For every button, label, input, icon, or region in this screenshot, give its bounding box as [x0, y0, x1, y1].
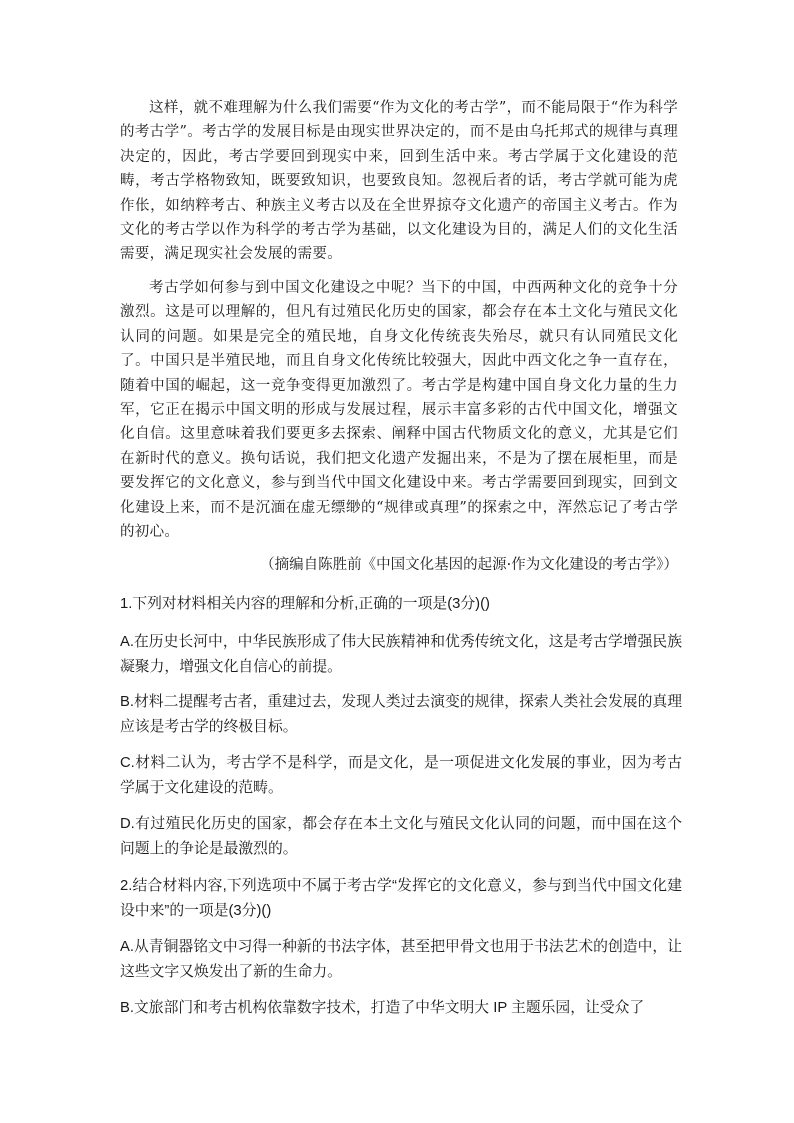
question-1-option-b: B.材料二提醒考古者，重建过去，发现人类过去演变的规律，探索人类社会发展的真理应该是考古学的终极目标。: [120, 694, 682, 735]
passage-source: （摘编自陈胜前《中国文化基因的起源·作为文化建设的考古学》）: [260, 557, 678, 573]
question-1-option-c: C.材料二认为，考古学不是科学，而是文化，是一项促进文化发展的事业，因为考古学属于文化建设的范畴。: [120, 755, 682, 796]
question-1-option-d: D.有过殖民化历史的国家，都会存在本土文化与殖民文化认同的问题，而中国在这个问题上的争论是最激烈的。: [120, 816, 682, 857]
question-1-option-a: A.在历史长河中，中华民族形成了伟大民族精神和优秀传统文化，这是考古学增强民族凝聚力，增强文化自信心的前提。: [120, 634, 682, 675]
passage-paragraph-2: 考古学如何参与到中国文化建设之中呢？当下的中国，中西两种文化的竞争十分激烈。这是可以理解的，但凡有过殖民化历史的国家，都会存在本土文化与殖民文化认同的问题。如果是完全的殖民地，自身文化传统丧失殆尽，就只有认同殖民文化了。中国只是半殖民地，而且自身文化传统比较强大，因此中西文化之争一直存在，随着中国的崛起，这一竞争变得更加激烈了。考古学是构建中国自身文化力量的生力军，它正在揭示中国文明的形成与发展过程，展示丰富多彩的古代中国文化，增强文化自信。这里意味着我们要更多去探索、阐释中国古代物质文化的意义，尤其是它们在新时代的意义。换句话说，我们把文化遗产发掘出来，不是为了摆在展柜里，而是要发挥它的文化意义，参与到当代中国文化建设中来。考古学需要回到现实，回到文化建设上来，而不是沉湎在虚无缥缈的“规律或真理”的探索之中，浑然忘记了考古学的初心。: [120, 280, 678, 541]
question-2-option-a: A.从青铜器铭文中习得一种新的书法字体，甚至把甲骨文也用于书法艺术的创造中，让这些文字又焕发出了新的生命力。: [120, 939, 682, 980]
question-2-option-b: B.文旅部门和考古机构依靠数字技术，打造了中华文明大 IP 主题乐园，让受众了: [120, 1000, 645, 1016]
passage-paragraph-1: 这样，就不难理解为什么我们需要“作为文化的考古学”，而不能局限于“作为科学的考古学”。考古学的发展目标是由现实世界决定的，而不是由乌托邦式的规律与真理决定的，因此，考古学要回到现实中来，回到生活中来。考古学属于文化建设的范畴，考古学格物致知，既要致知识，也要致良知。忽视后者的话，考古学就可能为虎作伥，如纳粹考古、种族主义考古以及在全世界掠夺文化遗产的帝国主义考古。作为文化的考古学以作为科学的考古学为基础，以文化建设为目的，满足人们的文化生活需要，满足现实社会发展的需要。: [120, 100, 678, 263]
question-2-stem: 2.结合材料内容,下列选项中不属于考古学“发挥它的文化意义，参与到当代中国文化建设中来”的一项是(3分)(): [120, 878, 682, 919]
question-1-stem: 1.下列对材料相关内容的理解和分析,正确的一项是(3分)(): [120, 596, 490, 612]
